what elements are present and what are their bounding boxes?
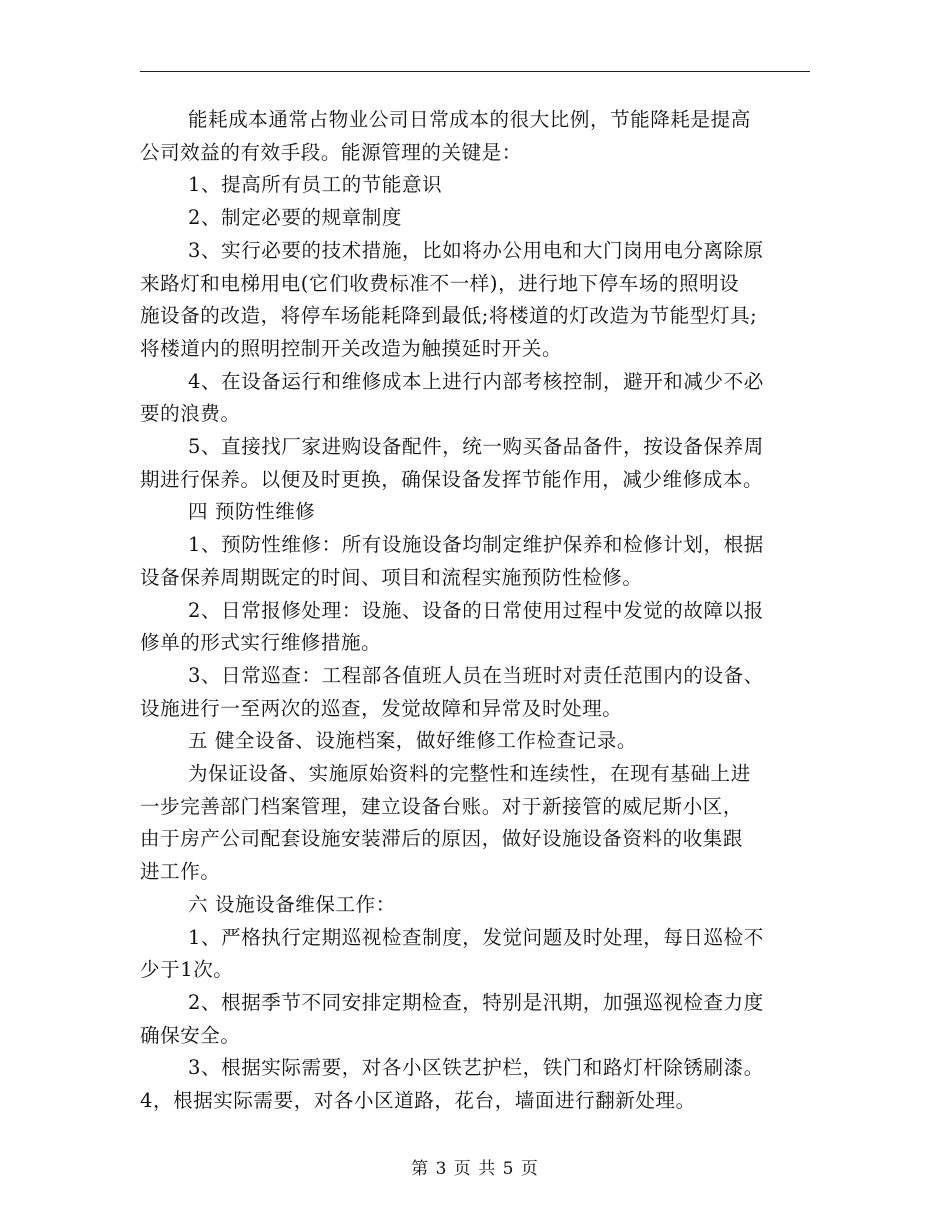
text-line: 施设备的改造，将停车场能耗降到最低;将楼道的灯改造为节能型灯具; — [140, 304, 758, 328]
text-line: 2、根据季节不同安排定期检查，特别是汛期，加强巡视检查力度 — [188, 990, 764, 1014]
text-line: 能耗成本通常占物业公司日常成本的很大比例，节能降耗是提高 — [188, 108, 751, 131]
list-item-cont — [140, 954, 812, 987]
paragraph-cont — [140, 791, 812, 889]
header-rule — [140, 71, 810, 72]
section-heading — [140, 725, 812, 758]
text-line: 一步完善部门档案管理，建立设备台账。对于新接管的威尼斯小区， — [140, 794, 744, 818]
section-heading — [140, 496, 812, 529]
page-number-footer: 第 3 页 共 5 页 — [411, 1159, 539, 1179]
text-line: 为保证设备、实施原始资料的完整性和连续性，在现有基础上进 — [188, 762, 751, 786]
list-item — [140, 366, 812, 399]
text-line: 要的浪费。 — [140, 402, 241, 426]
list-item — [140, 529, 812, 562]
list-item — [140, 1085, 812, 1118]
list-item — [140, 987, 812, 1020]
list-item-cont — [140, 1020, 812, 1053]
text-line: 修单的形式实行维修措施。 — [140, 631, 382, 655]
text-line: 期进行保养。以便及时更换，确保设备发挥节能作用，减少维修成本。 — [140, 467, 764, 491]
text-line: 1、严格执行定期巡视检查制度，发觉问题及时处理，每日巡检不 — [188, 925, 764, 949]
list-item-cont — [140, 562, 812, 595]
text-line: 3、根据实际需要，对各小区铁艺护栏，铁门和路灯杆除锈刷漆。 — [188, 1056, 764, 1080]
text-line: 4，根据实际需要，对各小区道路，花台，墙面进行翻新处理。 — [140, 1089, 696, 1113]
document-body — [140, 104, 812, 1118]
text-line: 2、制定必要的规章制度 — [188, 206, 403, 230]
text-line: 5、直接找厂家进购设备配件，统一购买备品备件，按设备保养周 — [188, 435, 764, 459]
text-line: 来路灯和电梯用电(它们收费标准不一样)，进行地下停车场的照明设 — [140, 271, 740, 295]
text-line: 六 设施设备维保工作： — [188, 892, 396, 916]
section-heading — [140, 889, 812, 922]
text-line: 四 预防性维修 — [188, 500, 316, 524]
paragraph — [140, 758, 812, 791]
text-line: 3、实行必要的技术措施，比如将办公用电和大门岗用电分离除原 — [188, 238, 764, 262]
text-line: 3、日常巡查：工程部各值班人员在当班时对责任范围内的设备、 — [188, 663, 764, 687]
list-item — [140, 202, 812, 235]
list-item — [140, 922, 812, 955]
text-line: 进工作。 — [140, 860, 221, 884]
text-line: 确保安全。 — [140, 1023, 241, 1047]
paragraph-intro — [140, 104, 812, 137]
list-item — [140, 660, 812, 693]
text-line: 1、提高所有员工的节能意识 — [188, 173, 443, 197]
text-line: 将楼道内的照明控制开关改造为触摸延时开关。 — [140, 336, 563, 360]
list-item-cont — [140, 398, 812, 431]
text-line: 2、日常报修处理：设施、设备的日常使用过程中发觉的故障以报 — [188, 598, 764, 622]
list-item-cont — [140, 464, 812, 497]
list-item-cont — [140, 693, 812, 726]
list-item — [140, 169, 812, 202]
text-line: 1、预防性维修：所有设施设备均制定维护保养和检修计划，根据 — [188, 533, 764, 557]
text-line: 设施进行一至两次的巡查，发觉故障和异常及时处理。 — [140, 696, 623, 720]
list-item-cont — [140, 627, 812, 660]
text-line: 设备保养周期既定的时间、项目和流程实施预防性检修。 — [140, 565, 643, 589]
text-line: 少于1次。 — [140, 958, 234, 982]
text-line: 公司效益的有效手段。能源管理的关键是： — [140, 140, 522, 164]
text-line: 由于房产公司配套设施安装滞后的原因，做好设施设备资料的收集跟 — [140, 827, 744, 851]
paragraph-intro-cont — [140, 137, 812, 170]
list-item — [140, 1052, 812, 1085]
list-item-cont — [140, 268, 812, 366]
text-line: 4、在设备运行和维修成本上进行内部考核控制，避开和减少不必 — [188, 369, 764, 393]
text-line: 五 健全设备、设施档案，做好维修工作检查记录。 — [188, 729, 637, 753]
list-item — [140, 235, 812, 268]
list-item — [140, 431, 812, 464]
list-item — [140, 595, 812, 628]
